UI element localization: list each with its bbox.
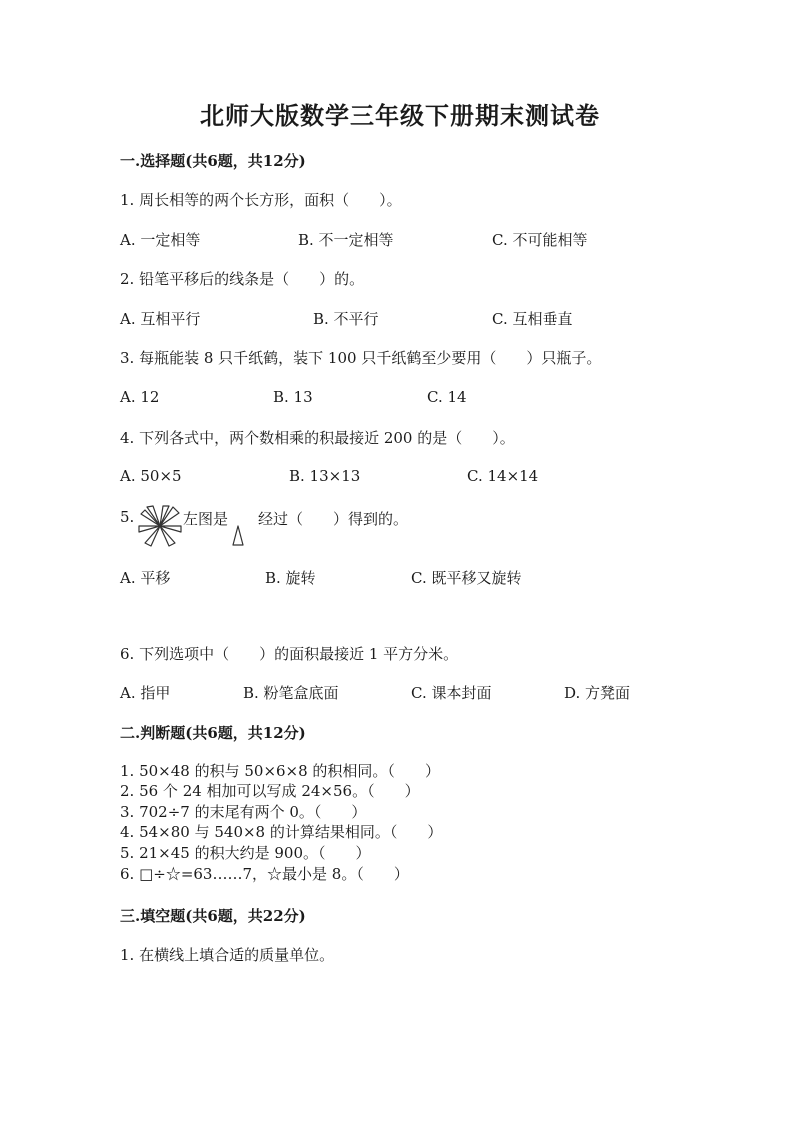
question-3: 3. 每瓶能装 8 只千纸鹤，装下 100 只千纸鹤至少要用（ ）只瓶子。 bbox=[120, 349, 602, 367]
question-6-option-a: A. 指甲 bbox=[120, 684, 171, 702]
pinwheel-figure bbox=[137, 505, 183, 547]
question-3-option-c: C. 14 bbox=[427, 388, 467, 406]
section-heading-judgement: 二.判断题(共6题，共12分) bbox=[120, 724, 306, 742]
question-5-number: 5. bbox=[120, 508, 135, 526]
question-1-option-b: B. 不一定相等 bbox=[298, 231, 394, 249]
question-6-option-b: B. 粉笔盒底面 bbox=[243, 684, 339, 702]
judgement-item-5: 5. 21×45 的积大约是 900。（ ） bbox=[120, 844, 371, 862]
question-1: 1. 周长相等的两个长方形，面积（ ）。 bbox=[120, 191, 402, 209]
question-4-option-c: C. 14×14 bbox=[467, 467, 539, 485]
question-6-option-d: D. 方凳面 bbox=[564, 684, 631, 702]
judgement-item-1: 1. 50×48 的积与 50×6×8 的积相同。（ ） bbox=[120, 762, 440, 780]
page-title: 北师大版数学三年级下册期末测试卷 bbox=[200, 101, 600, 130]
question-1-option-c: C. 不可能相等 bbox=[492, 231, 588, 249]
question-3-option-a: A. 12 bbox=[120, 388, 160, 406]
judgement-item-6: 6. □÷☆=63……7，☆最小是 8。（ ） bbox=[120, 865, 409, 883]
question-2-option-b: B. 不平行 bbox=[313, 310, 379, 328]
question-5-option-b: B. 旋转 bbox=[265, 569, 316, 587]
question-5-text-mid: 左图是 bbox=[183, 510, 229, 528]
judgement-item-2: 2. 56 个 24 相加可以写成 24×56。（ ） bbox=[120, 782, 420, 800]
judgement-item-4: 4. 54×80 与 540×8 的计算结果相同。（ ） bbox=[120, 823, 443, 841]
question-5-text-suffix: 经过（ ）得到的。 bbox=[258, 510, 409, 528]
triangle-figure bbox=[231, 525, 245, 547]
question-4: 4. 下列各式中，两个数相乘的积最接近 200 的是（ ）。 bbox=[120, 429, 515, 447]
question-2: 2. 铅笔平移后的线条是（ ）的。 bbox=[120, 270, 365, 288]
question-1-option-a: A. 一定相等 bbox=[120, 231, 201, 249]
section-heading-choice: 一.选择题(共6题，共12分) bbox=[120, 152, 306, 170]
question-4-option-a: A. 50×5 bbox=[120, 467, 182, 485]
question-4-option-b: B. 13×13 bbox=[289, 467, 361, 485]
question-6: 6. 下列选项中（ ）的面积最接近 1 平方分米。 bbox=[120, 645, 459, 663]
question-5-option-c: C. 既平移又旋转 bbox=[411, 569, 522, 587]
section-heading-fill-blank: 三.填空题(共6题，共22分) bbox=[120, 907, 306, 925]
question-2-option-a: A. 互相平行 bbox=[120, 310, 201, 328]
question-3-option-b: B. 13 bbox=[273, 388, 313, 406]
question-2-option-c: C. 互相垂直 bbox=[492, 310, 573, 328]
question-6-option-c: C. 课本封面 bbox=[411, 684, 492, 702]
fill-question-1: 1. 在横线上填合适的质量单位。 bbox=[120, 946, 335, 964]
judgement-item-3: 3. 702÷7 的末尾有两个 0。（ ） bbox=[120, 803, 367, 821]
question-5-option-a: A. 平移 bbox=[120, 569, 171, 587]
